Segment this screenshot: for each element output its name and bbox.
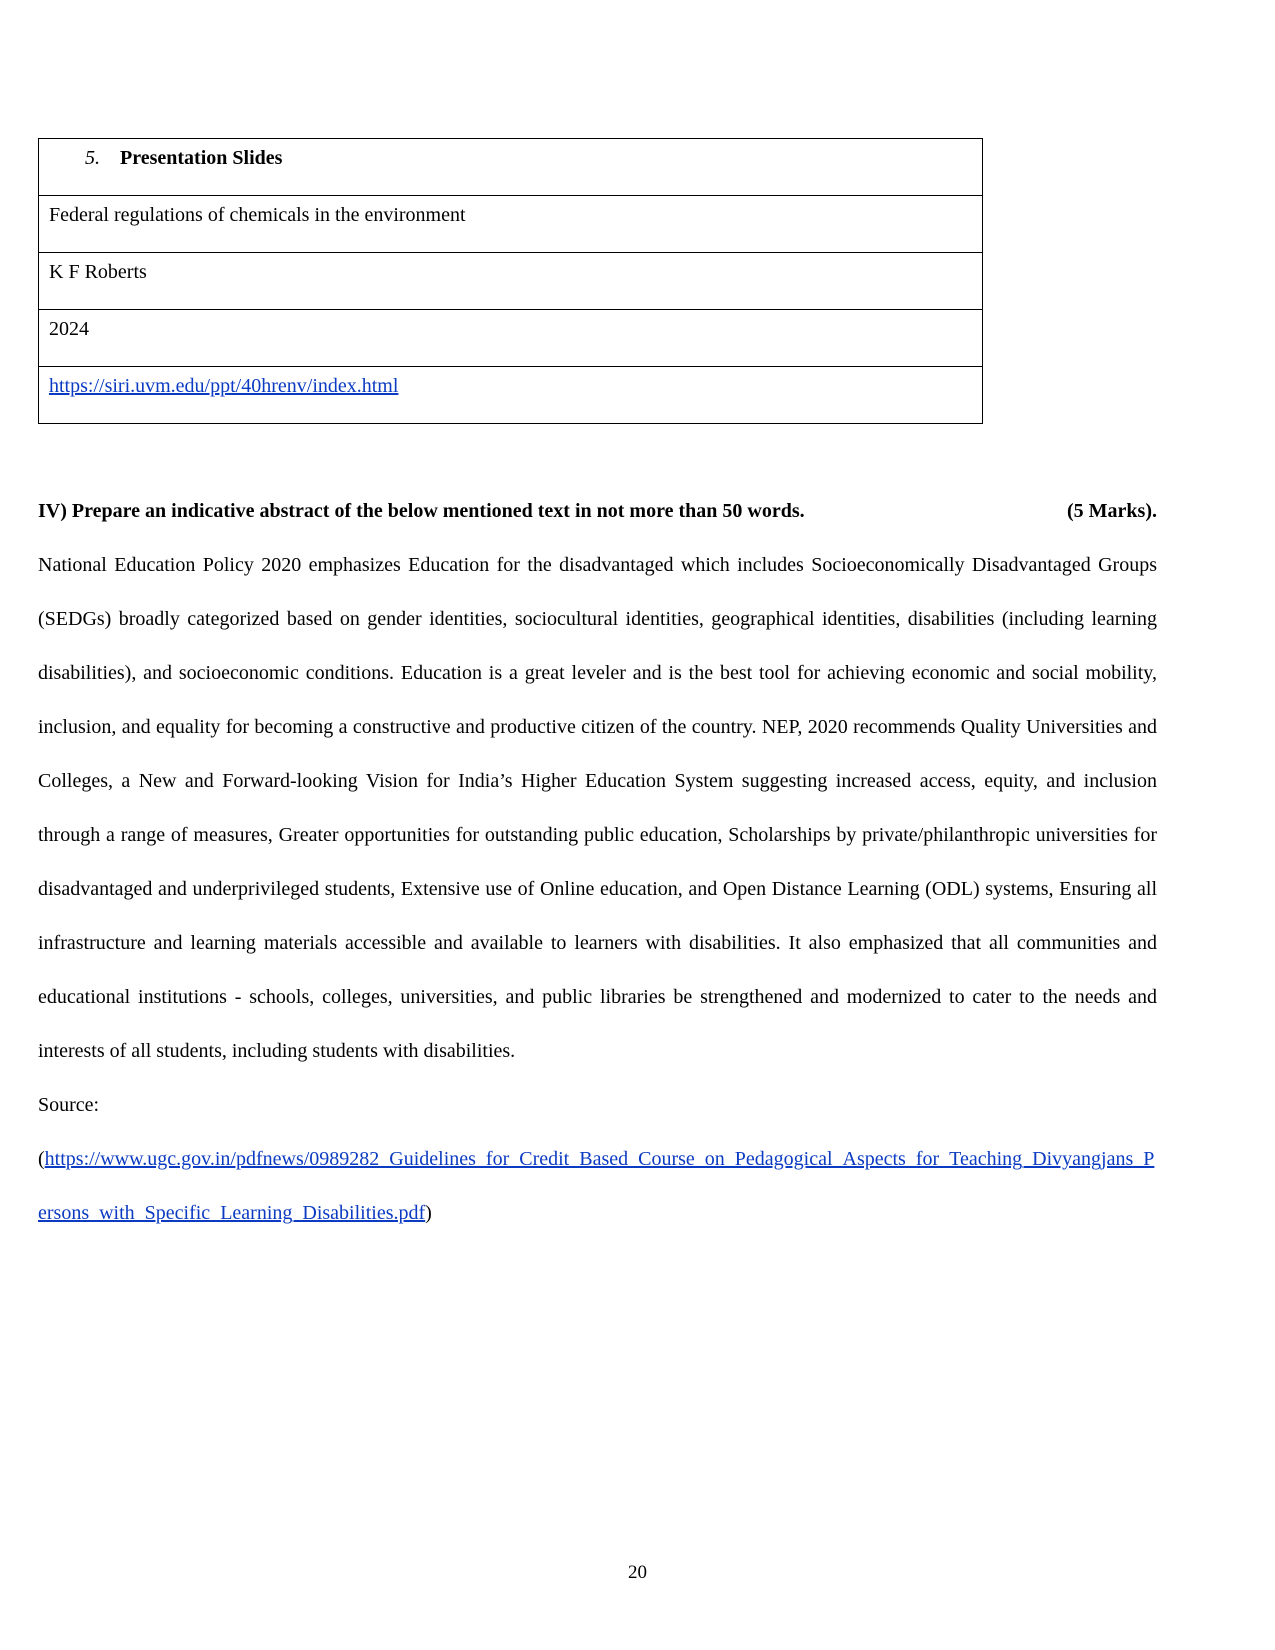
page-number: 20 xyxy=(628,1562,647,1583)
question-body: National Education Policy 2020 emphasizes Education for the disadvantaged which includes Socioeconomically Disadvantaged Groups (SEDGs) broadly categorized based on gender identities, sociocultural identities, geographical identities, disabilities (including learning disabilities), and socioeconomic conditions. Education is a great leveler and is the best tool for achieving economic and social mobility, inclusion, and equality for becoming a constructive and productive citizen of the country. NEP, 2020 recommends Quality Universities and Colleges, a New and Forward-looking Vision for India’s Higher Education System suggesting increased access, equity, and inclusion through a range of measures, Greater opportunities for outstanding public education, Scholarships by private/philanthropic universities for disadvantaged and underprivileged students, Extensive use of Online education, and Open Distance Learning (ODL) systems, Ensuring all infrastructure and learning materials accessible and available to learners with disabilities. It also emphasized that all communities and educational institutions - schools, colleges, universities, and public libraries be strengthened and modernized to cater to the needs and interests of all students, including students with disabilities. xyxy=(38,554,1157,1062)
table-row xyxy=(39,196,982,253)
table-row xyxy=(39,367,982,423)
open-paren: ( xyxy=(38,1148,45,1170)
presentation-link[interactable]: https://siri.uvm.edu/ppt/40hrenv/index.html xyxy=(49,375,399,397)
item-title: Presentation Slides xyxy=(120,147,283,169)
table-cell-title: Federal regulations of chemicals in the environment xyxy=(49,204,466,226)
table-row xyxy=(39,253,982,310)
question-heading xyxy=(38,484,1157,538)
table-cell-author: K F Roberts xyxy=(49,261,147,283)
reference-table xyxy=(38,138,983,424)
table-row-header xyxy=(39,139,982,196)
source-label: Source: xyxy=(38,1094,100,1116)
question-section xyxy=(38,484,1157,1240)
close-paren: ) xyxy=(425,1202,432,1224)
marks-label: (5 Marks). xyxy=(1067,500,1157,522)
item-number: 5. xyxy=(85,147,100,169)
source-link[interactable]: https://www.ugc.gov.in/pdfnews/0989282_Guidelines_for_Credit_Based_Course_on_Pedagogical_Aspects_for_Teaching_Divyangjans_Persons_with_Specific_Learning_Disabilities.pdf xyxy=(38,1148,1155,1224)
source-line xyxy=(38,1132,1157,1240)
question-heading-text: IV) Prepare an indicative abstract of the below mentioned text in not more than 50 words. xyxy=(38,500,805,522)
table-cell-year: 2024 xyxy=(49,318,89,340)
table-row xyxy=(39,310,982,367)
